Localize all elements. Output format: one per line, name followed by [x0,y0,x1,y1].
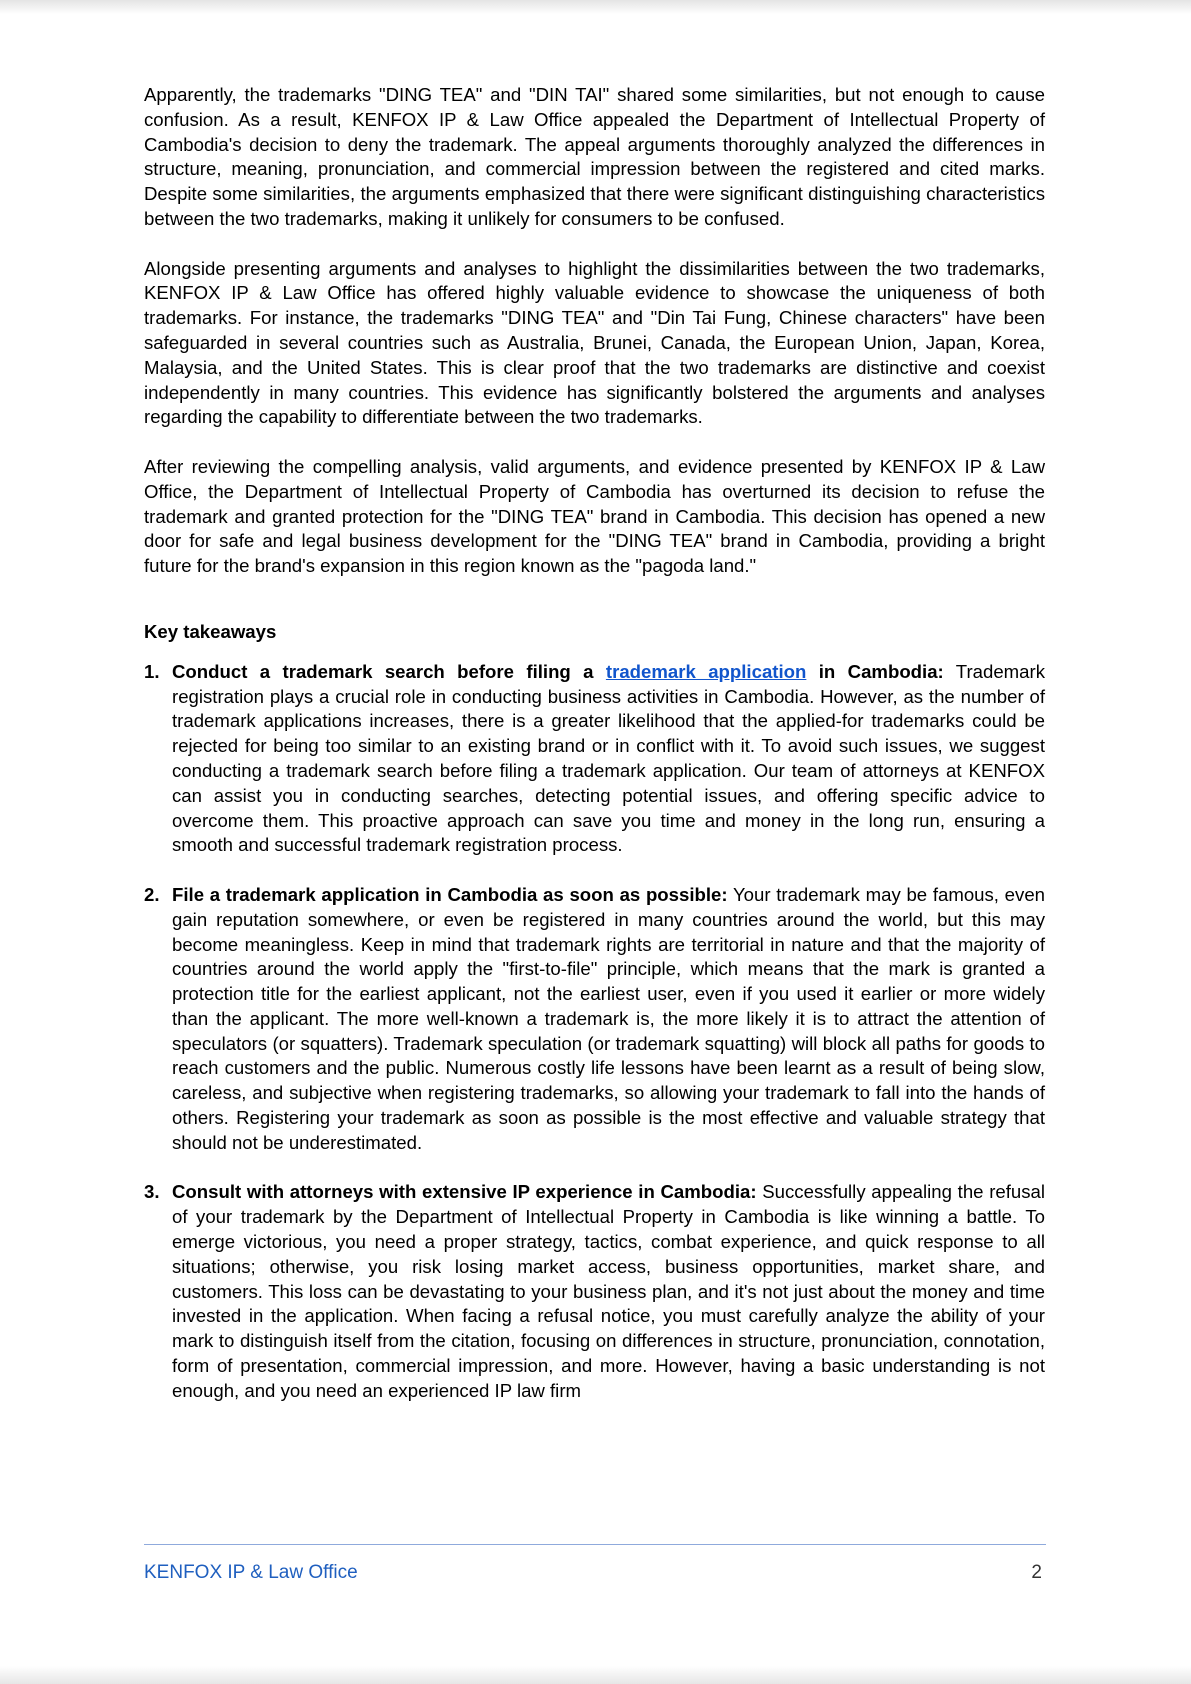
page-bottom-shadow [0,1666,1191,1684]
page-number: 2 [1031,1562,1042,1583]
key-takeaways-heading: Key takeaways [144,620,277,642]
document-body [144,83,1045,1428]
page-top-shadow [0,0,1191,14]
takeaway-lead: Conduct a trademark search before filing a [172,660,606,682]
paragraph-appeal-arguments: Apparently, the trademarks "DING TEA" and "DIN TAI" shared some similarities, but not enough to cause confusion. As a result, KENFOX IP & Law Office appealed the Department of Intellectual Property of Cambodia's decision to deny the trademark. The appeal arguments thoroughly analyzed the differences in structure, meaning, pronunciation, and commercial impression between the registered and cited marks. Despite some similarities, the arguments emphasized that there were significant distinguishing characteristics between the two trademarks, making it unlikely for consumers to be confused. [144,84,1045,229]
takeaway-item-consult-attorneys [144,1180,1045,1403]
takeaway-lead: Consult with attorneys with extensive IP experience in Cambodia: [172,1181,757,1203]
trademark-application-link[interactable]: trademark application [605,660,807,682]
footer-organization: KENFOX IP & Law Office [144,1562,358,1583]
list-number: 2. [144,883,160,905]
takeaway-item-file-early [144,883,1045,1156]
takeaway-lead-suffix: in Cambodia: [806,660,944,682]
key-takeaways-list [144,660,1045,1404]
takeaway-body: Trademark registration plays a crucial role in conducting business activities in Cambodia. However, as the number of trademark applications increases, there is a greater likelihood that the applied-for trademarks could be rejected for being too similar to an existing brand or in conflict with it. To avoid such issues, we suggest conducting a trademark search before filing a trademark application. Our team of attorneys at KENFOX can assist you in conducting searches, detecting potential issues, and offering specific advice to overcome them. This proactive approach can save you time and money in the long run, ensuring a smooth and successful trademark registration process. [172,660,1046,856]
paragraph-decision-overturned: After reviewing the compelling analysis, valid arguments, and evidence presented by KENFOX IP & Law Office, the Department of Intellectual Property of Cambodia has overturned its decision to refuse the trademark and granted protection for the "DING TEA" brand in Cambodia. This decision has opened a new door for safe and legal business development for the "DING TEA" brand in Cambodia, providing a bright future for the brand's expansion in this region known as the "pagoda land." [144,455,1045,577]
footer-divider [144,1544,1046,1545]
paragraph-evidence: Alongside presenting arguments and analyses to highlight the dissimilarities between the two trademarks, KENFOX IP & Law Office has offered highly valuable evidence to showcase the uniqueness of both trademarks. For instance, the trademarks "DING TEA" and "Din Tai Fung, Chinese characters" have been safeguarded in several countries such as Australia, Brunei, Canada, the European Union, Japan, Korea, Malaysia, and the United States. This is clear proof that the two trademarks are distinctive and coexist independently in many countries. This evidence has significantly bolstered the arguments and analyses regarding the capability to differentiate between the two trademarks. [144,257,1045,428]
list-number: 3. [144,1181,160,1203]
takeaway-body: Successfully appealing the refusal of your trademark by the Department of Intellectual Property in Cambodia is like winning a battle. To emerge victorious, you need a proper strategy, tactics, combat experience, and quick response to all situations; otherwise, you risk losing market access, business opportunities, market share, and customers. This loss can be devastating to your business plan, and it's not just about the money and time invested in the application. When facing a refusal notice, you must carefully analyze the ability of your mark to distinguish itself from the citation, focusing on differences in structure, pronunciation, connotation, form of presentation, commercial impression, and more. However, having a basic understanding is not enough, and you need an experienced IP law firm [172,1181,1045,1401]
takeaway-body: Your trademark may be famous, even gain reputation somewhere, or even be registered in many countries around the world, but this may become meaningless. Keep in mind that trademark rights are territorial in nature and that the majority of countries around the world apply the "first-to-file" principle, which means that the mark is granted a protection title for the earliest applicant, not the earliest user, even if you used it earlier or more widely than the applicant. The more well-known a trademark is, the more likely it is to attract the attention of speculators (or squatters). Trademark speculation (or trademark squatting) will block all paths for goods to reach customers and the public. Numerous costly life lessons have been learnt as a result of being slow, careless, and subjective when registering trademarks, so allowing your trademark to fall into the hands of others. Registering your trademark as soon as possible is the most effective and valuable strategy that should not be underestimated. [172,883,1045,1153]
takeaway-lead: File a trademark application in Cambodia as soon as possible: [172,883,728,905]
list-number: 1. [144,660,160,682]
takeaway-item-trademark-search [144,660,1045,858]
